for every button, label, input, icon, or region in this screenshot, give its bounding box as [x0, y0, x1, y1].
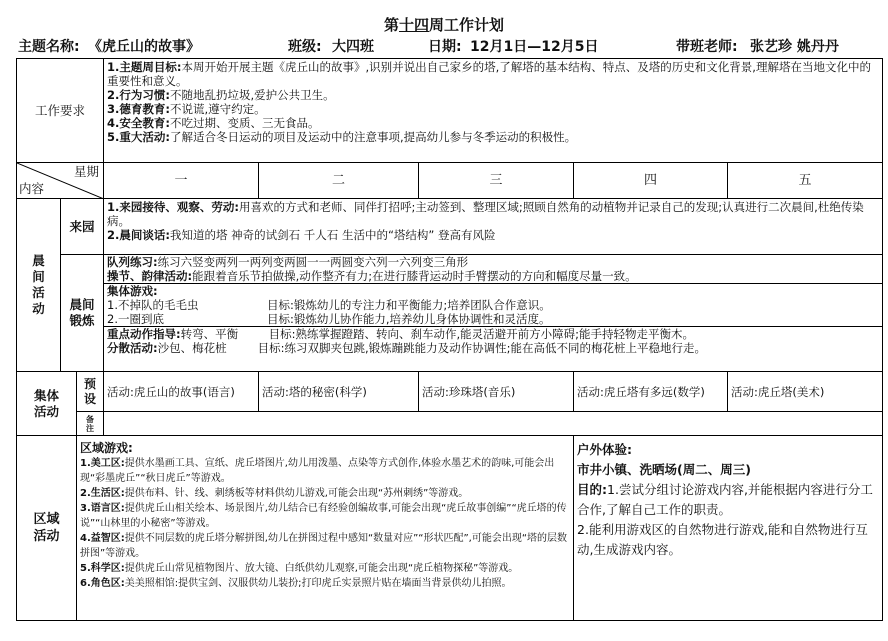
group-activity-label: 集体活动: [17, 372, 77, 436]
plan-header: [0, 36, 888, 56]
morning-activities-label: 晨间活动: [17, 199, 61, 372]
theme-value: 《虎丘山的故事》: [88, 39, 200, 55]
class-label: 班级:: [288, 39, 322, 55]
plan-thursday: 活动:虎丘塔有多远(数学): [574, 372, 728, 412]
day-tuesday: 二: [259, 163, 419, 199]
exercise-content: 队列练习:练习六竖变两列一两列变两圆一一两圆变六列一六列变三角形 操节、韵律活动:能跟着音乐节拍做操,动作整齐有力;在进行膝背运动时手臂摆动的方向和幅度尽量一致。 集体游戏: 1.不掉队的毛毛虫 目标:锻炼幼儿的专注力和平衡能力;培养团队合作意识。 2.一圈到底 目标:锻炼幼儿协作能力,培养幼儿身体协调性和灵活度。 重点动作指导:转弯、平衡 目标:熟练掌握蹬踏、转向、刹车动作,能灵活避开前方小障碍;能手持轻物走平衡木。 分散活动:沙包、梅花桩 目标:练习双脚夹包跳,锻炼蹦跳能力及动作协调性;能在高低不同的梅花桩上平稳地行走。: [104, 255, 883, 372]
plan-tuesday: 活动:塔的秘密(科学): [259, 372, 419, 412]
class-value: 大四班: [332, 39, 374, 55]
exercise-label: 晨间锻炼: [61, 255, 104, 372]
corner-cell: [17, 163, 104, 199]
day-thursday: 四: [574, 163, 728, 199]
plan-monday: 活动:虎丘山的故事(语言): [104, 372, 259, 412]
area-activities-label: 区域活动: [17, 436, 77, 621]
arrival-label: 来园: [61, 199, 104, 255]
work-requirements-content: 1.主题周目标:本周开始开展主题《虎丘山的故事》,识别并说出自己家乡的塔,了解塔的基本结构、特点、及塔的历史和文化背景,理解塔在当地文化中的重要性和意义。 2.行为习惯:不随地乱扔垃圾,爱护公共卫生。 3.德育教育:不说谎,遵守约定。 4.安全教育:不吃过期、变质、三无食品。 5.重大活动:了解适合冬日运动的项目及运动中的注意事项,提高幼儿参与冬季运动的积极性。: [104, 59, 883, 163]
date-value: 12月1日—12月5日: [470, 39, 599, 55]
arrival-content: 1.来园接待、观察、劳动:用喜欢的方式和老师、同伴打招呼;主动签到、整理区域;照顾自然角的动植物并记录自己的发现;认真进行二次晨间,杜绝传染病。 2.晨间谈话:我知道的塔 神奇的试剑石 千人石 生活中的“塔结构” 登高有风险: [104, 199, 883, 255]
morning-arrival-row: [17, 199, 883, 255]
day-wednesday: 三: [419, 163, 574, 199]
area-activities-row: [17, 436, 883, 621]
group-activity-plan-row: [17, 372, 883, 412]
page-title: 第十四周工作计划: [383, 16, 505, 34]
note-label: 备注: [77, 412, 104, 436]
weekday-header-row: [17, 163, 883, 199]
note-content: [104, 412, 883, 436]
plan-label: 预设: [77, 372, 104, 412]
group-activity-note-row: [17, 412, 883, 436]
plan-wednesday: 活动:珍珠塔(音乐): [419, 372, 574, 412]
day-friday: 五: [728, 163, 883, 199]
teacher-value: 张艺珍 姚丹丹: [750, 39, 839, 55]
work-requirements-label: 工作要求: [17, 59, 104, 163]
corner-top-label: 星期: [74, 164, 100, 179]
date-label: 日期:: [428, 39, 462, 55]
area-games-content: 区域游戏: 1.美工区:提供水墨画工具、宣纸、虎丘塔图片,幼儿用泼墨、点染等方式创作,体验水墨艺术的韵味,可能会出现“彩墨虎丘”“秋日虎丘”等游戏。 2.生活区:提供布料、针、线、刺绣板等材料供幼儿游戏,可能会出现“苏州刺绣”等游戏。 3.语言区:提供虎丘山相关绘本、场景图片,幼儿结合已有经验创编故事,可能会出现“虎丘故事创编”“虎丘塔的传说”“山林里的小秘密”等游戏。 4.益智区:提供不同层数的虎丘塔分解拼图,幼儿在拼图过程中感知“数量对应”“形状匹配”,可能会出现“塔的层数拼图”等游戏。 5.科学区:提供虎丘山常见植物图片、放大镜、白纸供幼儿观察,可能会出现“虎丘植物探秘”等游戏。 6.角色区:美美照相馆:提供宝剑、汉服供幼儿装扮;打印虎丘实景照片贴在墙面当背景供幼儿拍照。: [77, 436, 574, 621]
plan-friday: 活动:虎丘塔(美术): [728, 372, 883, 412]
teacher-label: 带班老师:: [676, 39, 738, 55]
theme-label: 主题名称:: [18, 39, 80, 55]
work-requirements-row: [17, 59, 883, 163]
plan-table: [16, 58, 883, 621]
day-monday: 一: [104, 163, 259, 199]
corner-bottom-label: 内容: [19, 181, 45, 196]
morning-exercise-row: [17, 255, 883, 372]
outdoor-experience-content: 户外体验: 市井小镇、洗晒场(周二、周三) 目的:1.尝试分组讨论游戏内容,并能根据内容进行分工合作,了解自己工作的职责。 2.能利用游戏区的自然物进行游戏,能和自然物进行互动,生成游戏内容。: [574, 436, 883, 621]
